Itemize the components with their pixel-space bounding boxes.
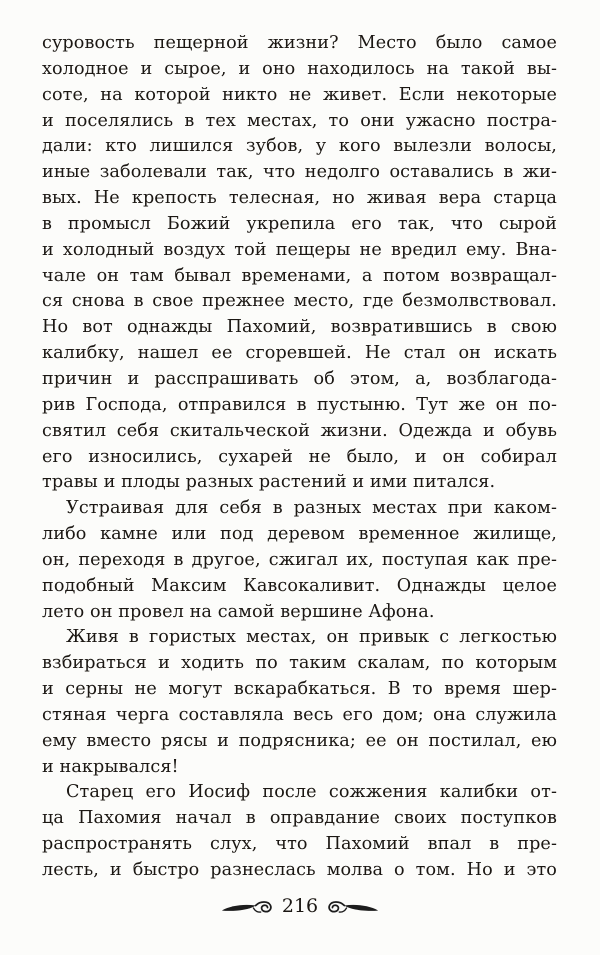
text-line: святил себя скитальческой жизни. Одежда и обувь <box>42 420 557 441</box>
text-line: подобный Максим Кавсокаливит. Однажды целое <box>42 575 557 596</box>
text-line: либо камне или под деревом временное жилище, <box>42 524 557 545</box>
text-line: взбираться и ходить по таким скалам, по которым <box>42 653 557 674</box>
page-footer <box>0 893 600 921</box>
text-line: иные заболевали так, что недолго оставались в жи- <box>42 162 557 183</box>
text-line: рив Господа, отправился в пустыню. Тут же он по- <box>42 394 557 415</box>
text-line: и серны не могут вскарабкаться. В то время шер- <box>42 679 557 700</box>
text-line: Но вот однажды Пахомий, возвратившись в свою <box>42 317 557 338</box>
text-line: калибку, нашел ее сгоревшей. Не стал он искать <box>42 343 557 364</box>
text-line: Старец его Иосиф после сожжения калибки от- <box>66 782 557 803</box>
text-line: распространять слух, что Пахомий впал в пре- <box>42 834 557 855</box>
text-line: он, переходя в другое, сжигал их, поступая как пре- <box>42 549 557 570</box>
text-line: и накрывался! <box>42 756 179 777</box>
text-line: чале он там бывал временами, а потом возвращал- <box>42 265 557 286</box>
fleuron-right-icon <box>327 898 379 916</box>
text-line: вых. Не крепость телесная, но живая вера старца <box>42 188 557 209</box>
text-line: Устраивая для себя в разных местах при каком- <box>66 498 557 519</box>
page-number: 216 <box>281 894 319 917</box>
text-line: и холодный воздух той пещеры не вредил ему. Вна- <box>42 239 557 260</box>
text-line: травы и плоды разных растений и ими питался. <box>42 472 496 493</box>
text-line: его износились, сухарей не было, и он собирал <box>42 446 557 467</box>
text-line: ся снова в свое прежнее место, где безмолвствовал. <box>42 291 557 312</box>
text-block <box>42 31 557 884</box>
text-line: лесть, и быстро разнеслась молва о том. Но и это <box>42 860 557 880</box>
text-line: стяная черга составляла весь его дом; она служила <box>42 704 557 725</box>
text-line: лето он провел на самой вершине Афона. <box>42 601 435 622</box>
text-line: Живя в гористых местах, он привык с легкостью <box>66 627 557 648</box>
text-line: и поселялись в тех местах, то они ужасно постра- <box>42 110 557 131</box>
text-line: в промысл Божий укрепила его так, что сырой <box>42 213 557 234</box>
text-line: дали: кто лишился зубов, у кого вылезли волосы, <box>42 136 557 157</box>
text-line: причин и расспрашивать об этом, а, возблагода- <box>42 368 557 389</box>
fleuron-left-icon <box>221 898 273 916</box>
text-line: соте, на которой никто не живет. Если некоторые <box>42 84 557 105</box>
text-line: холодное и сырое, и оно находилось на такой вы- <box>42 58 557 79</box>
text-line: ему вместо рясы и подрясника; ее он постилал, ею <box>42 730 557 751</box>
text-line: ца Пахомия начал в оправдание своих поступков <box>42 808 557 829</box>
text-line: суровость пещерной жизни? Место было самое <box>42 33 557 53</box>
